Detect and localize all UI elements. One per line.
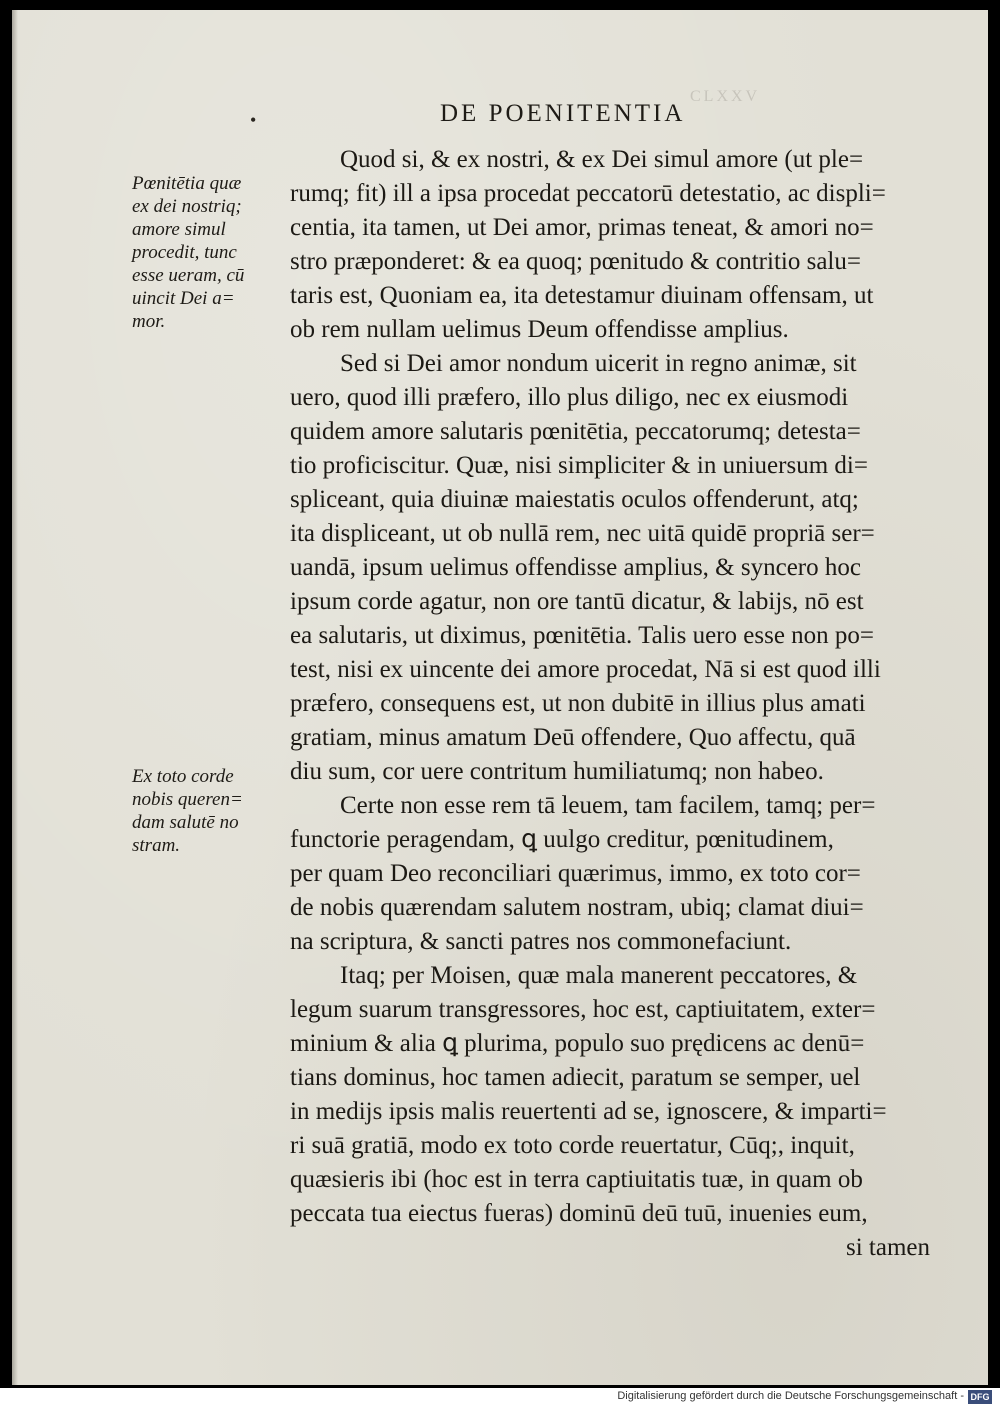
text-line: spliceant, quia diuinæ maiestatis oculos offenderunt, atq;: [290, 486, 859, 513]
text-line: Certe non esse rem tā leuem, tam facilem, tamq; per=: [340, 792, 876, 819]
text-line: centia, ita tamen, ut Dei amor, primas teneat, & amori no=: [290, 214, 874, 241]
text-line: tians dominus, hoc tamen adiecit, paratum se semper, uel: [290, 1064, 861, 1091]
dfg-logo[interactable]: DFG: [968, 1390, 992, 1404]
text-line: quidem amore salutaris pœnitētia, peccatorumq; detesta=: [290, 418, 861, 445]
text-line: peccata tua eiectus fueras) dominū deū tuū, inuenies eum,: [290, 1200, 868, 1227]
text-line: uandā, ipsum uelimus offendisse amplius, & syncero hoc: [290, 554, 861, 581]
text-line: Quod si, & ex nostri, & ex Dei simul amore (ut ple=: [340, 146, 864, 173]
text-line: ita displiceant, ut ob nullā rem, nec uitā quidē propriā ser=: [290, 520, 875, 547]
margin-note-line: Ex toto corde: [132, 766, 234, 787]
text-line: legum suarum transgressores, hoc est, captiuitatem, exter=: [290, 996, 876, 1023]
bleed-through-text: CLXXV: [690, 88, 761, 105]
text-line: quæsieris ibi (hoc est in terra captiuitatis tuæ, in quam ob: [290, 1166, 863, 1193]
margin-note-line: esse ueram, cū: [132, 265, 245, 286]
margin-note-line: Pœnitētia quæ: [132, 173, 242, 194]
margin-note-line: ex dei nostriq;: [132, 196, 242, 217]
text-line: diu sum, cor uere contritum humiliatumq; non habeo.: [290, 758, 824, 785]
footer-bar: [0, 1388, 1000, 1407]
catchword: si tamen: [845, 1234, 930, 1261]
text-line: taris est, Quoniam ea, ita detestamur diuinam offensam, ut: [290, 282, 874, 309]
margin-note-line: nobis queren=: [132, 789, 243, 810]
margin-note-line: amore simul: [132, 219, 226, 240]
text-line: stro præponderet: & ea quoq; pœnitudo & contritio salu=: [290, 248, 861, 275]
text-line: Itaq; per Moisen, quæ mala manerent peccatores, &: [340, 962, 858, 989]
text-line: Sed si Dei amor nondum uicerit in regno animæ, sit: [340, 350, 857, 377]
text-line: ri suā gratiā, modo ex toto corde reuertatur, Cūq;, inquit,: [290, 1132, 855, 1159]
margin-note-line: dam salutē no: [132, 812, 239, 833]
text-line: uero, quod illi præfero, illo plus diligo, nec ex eiusmodi: [290, 384, 849, 411]
text-line: ipsum corde agatur, non ore tantū dicatur, & labijs, nō est: [290, 588, 864, 615]
text-line: na scriptura, & sancti patres nos commonefaciunt.: [290, 928, 792, 955]
running-head: DE POENITENTIA: [440, 100, 686, 127]
text-line: præfero, consequens est, ut non dubitē in illius plus amati: [290, 690, 866, 717]
text-line: rumq; fit) ill a ipsa procedat peccatorū detestatio, ac displi=: [290, 180, 886, 207]
head-mark: •: [250, 110, 257, 130]
margin-note-1: [132, 172, 282, 333]
text-line: ea salutaris, ut diximus, pœnitētia. Talis uero esse non po=: [290, 622, 875, 649]
margin-note-line: mor.: [132, 311, 166, 332]
footer-credit: Digitalisierung gefördert durch die Deutsche Forschungsgemeinschaft -: [617, 1390, 964, 1402]
margin-note-line: stram.: [132, 835, 181, 856]
margin-note-line: uincit Dei a=: [132, 288, 235, 309]
text-line: tio proficiscitur. Quæ, nisi simpliciter & in uniuersum di=: [290, 452, 868, 479]
margin-note-line: procedit, tunc: [132, 242, 237, 263]
text-line: functorie peragendam, ꝗ uulgo creditur, pœnitudinem,: [290, 826, 834, 853]
text-line: ob rem nullam uelimus Deum offendisse amplius.: [290, 316, 789, 343]
body-text: [290, 143, 950, 1265]
page-edge-shadow: [12, 10, 18, 1385]
text-line: per quam Deo reconciliari quærimus, immo, ex toto cor=: [290, 860, 861, 887]
text-line: de nobis quærendam salutem nostram, ubiq; clamat diui=: [290, 894, 864, 921]
text-line: minium & alia ꝗ plurima, populo suo prędicens ac denū=: [290, 1030, 865, 1057]
margin-note-2: [132, 765, 282, 857]
text-line: test, nisi ex uincente dei amore procedat, Nā si est quod illi: [290, 656, 881, 683]
text-line: gratiam, minus amatum Deū offendere, Quo affectu, quā: [290, 724, 856, 751]
text-line: in medijs ipsis malis reuertenti ad se, ignoscere, & imparti=: [290, 1098, 887, 1125]
